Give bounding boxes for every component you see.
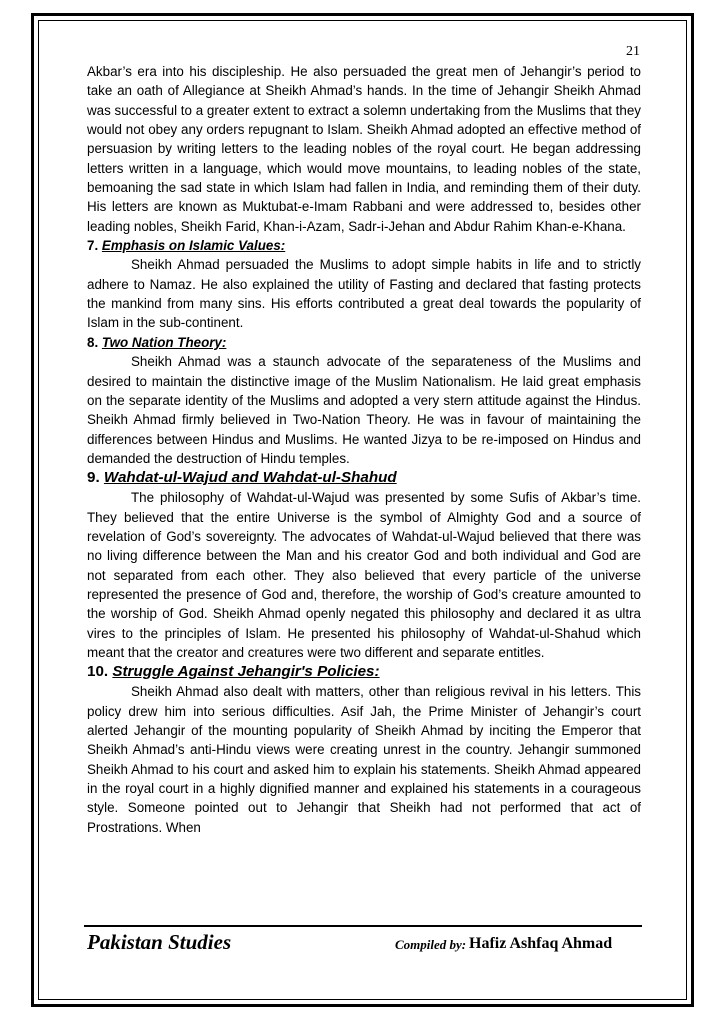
- section-number: 8.: [87, 334, 99, 350]
- section-number: 9.: [87, 469, 100, 487]
- footer-rule: [84, 925, 642, 927]
- section-heading-10: [87, 662, 641, 682]
- section-title: Two Nation Theory:: [101, 334, 227, 350]
- page-footer: [87, 930, 641, 960]
- section-body-7: Sheikh Ahmad persuaded the Muslims to adopt simple habits in life and to strictly adhere to Namaz. He also explained the utility of Fasting and declared that fasting protects the mankind from many sins. His efforts contributed a great deal towards the popularity of Islam in the sub-continent.: [87, 257, 641, 331]
- section-title: Wahdat-ul-Wajud and Wahdat-ul-Shahud: [103, 469, 397, 487]
- section-heading-7: [87, 236, 641, 255]
- section-title: Struggle Against Jehangir's Policies:: [112, 663, 380, 681]
- section-heading-9: [87, 468, 641, 488]
- footer-author: Hafiz Ashfaq Ahmad: [469, 935, 613, 952]
- section-number: 10.: [87, 663, 109, 681]
- footer-title: Pakistan Studies: [87, 930, 232, 954]
- section-body-9: The philosophy of Wahdat-ul-Wajud was presented by some Sufis of Akbar’s time. They believed that the entire Universe is the symbol of Almighty God and a source of revelation of God’s sovereignty. The advocates of Wahdat-ul-Wajud believed that there was no living difference between the Man and his creator God and both individual and God are not separated from each other. They also believed that every particle of the universe represented the presence of God and, therefore, the worship of God’s creature amounted to the worship of God. Sheikh Ahmad openly negated this philosophy and declared it as ultra vires to the principles of Islam. He presented his philosophy of Wahdat-ul-Shahud which meant that the creator and creatures were two different and separate entitles.: [87, 490, 641, 660]
- page-number: 21: [626, 44, 640, 59]
- section-body-10: Sheikh Ahmad also dealt with matters, other than religious revival in his letters. This policy drew him into serious difficulties. Asif Jah, the Prime Minister of Jehangir’s court alerted Jehangir of the mounting popularity of Sheikh Ahmad by inciting the Emperor that Sheikh Ahmad’s anti-Hindu views were creating unrest in the country. Jehangir summoned Sheikh Ahmad to his court and asked him to explain his statements. Sheikh Ahmad appeared in the royal court in a highly dignified manner and explained his statements in a courageous style. Someone pointed out to Jehangir that Sheikh had not performed that act of Prostrations. When: [87, 684, 641, 835]
- section-title: Emphasis on Islamic Values:: [101, 238, 286, 254]
- page-content: [87, 62, 641, 837]
- footer-compiled-label: Compiled by:: [395, 937, 467, 952]
- section-number: 7.: [87, 238, 99, 254]
- intro-paragraph: Akbar’s era into his discipleship. He also persuaded the great men of Jehangir’s period to take an oath of Allegiance at Sheikh Ahmad’s hands. In the time of Jehangir Sheikh Ahmad was successful to a greater extent to extract a solemn undertaking from the Muslims that they would not obey any orders repugnant to Islam. Sheikh Ahmad adopted an effective method of persuasion by writing letters to the leading nobles of the royal court. He began addressing letters written in a language, which would move mountains, to leading nobles of the state, bemoaning the sad state in which Islam had fallen in India, and reminding them of their duty. His letters are known as Muktubat-e-Imam Rabbani and were addressed to, besides other leading nobles, Sheikh Farid, Khan-i-Azam, Sadr-i-Jehan and Abdur Rahim Khan-e-Khana.: [87, 64, 641, 234]
- section-body-8: Sheikh Ahmad was a staunch advocate of the separateness of the Muslims and desired to maintain the distinctive image of the Muslim Nationalism. He laid great emphasis on the separate identity of the Muslims and adopted a very stern attitude against the Hindus. Sheikh Ahmad firmly believed in Two-Nation Theory. He was in favour of maintaining the differences between Hindus and Muslims. He wanted Jizya to be re-imposed on Hindus and demanded the destruction of Hindu temples.: [87, 354, 641, 466]
- section-heading-8: [87, 333, 641, 352]
